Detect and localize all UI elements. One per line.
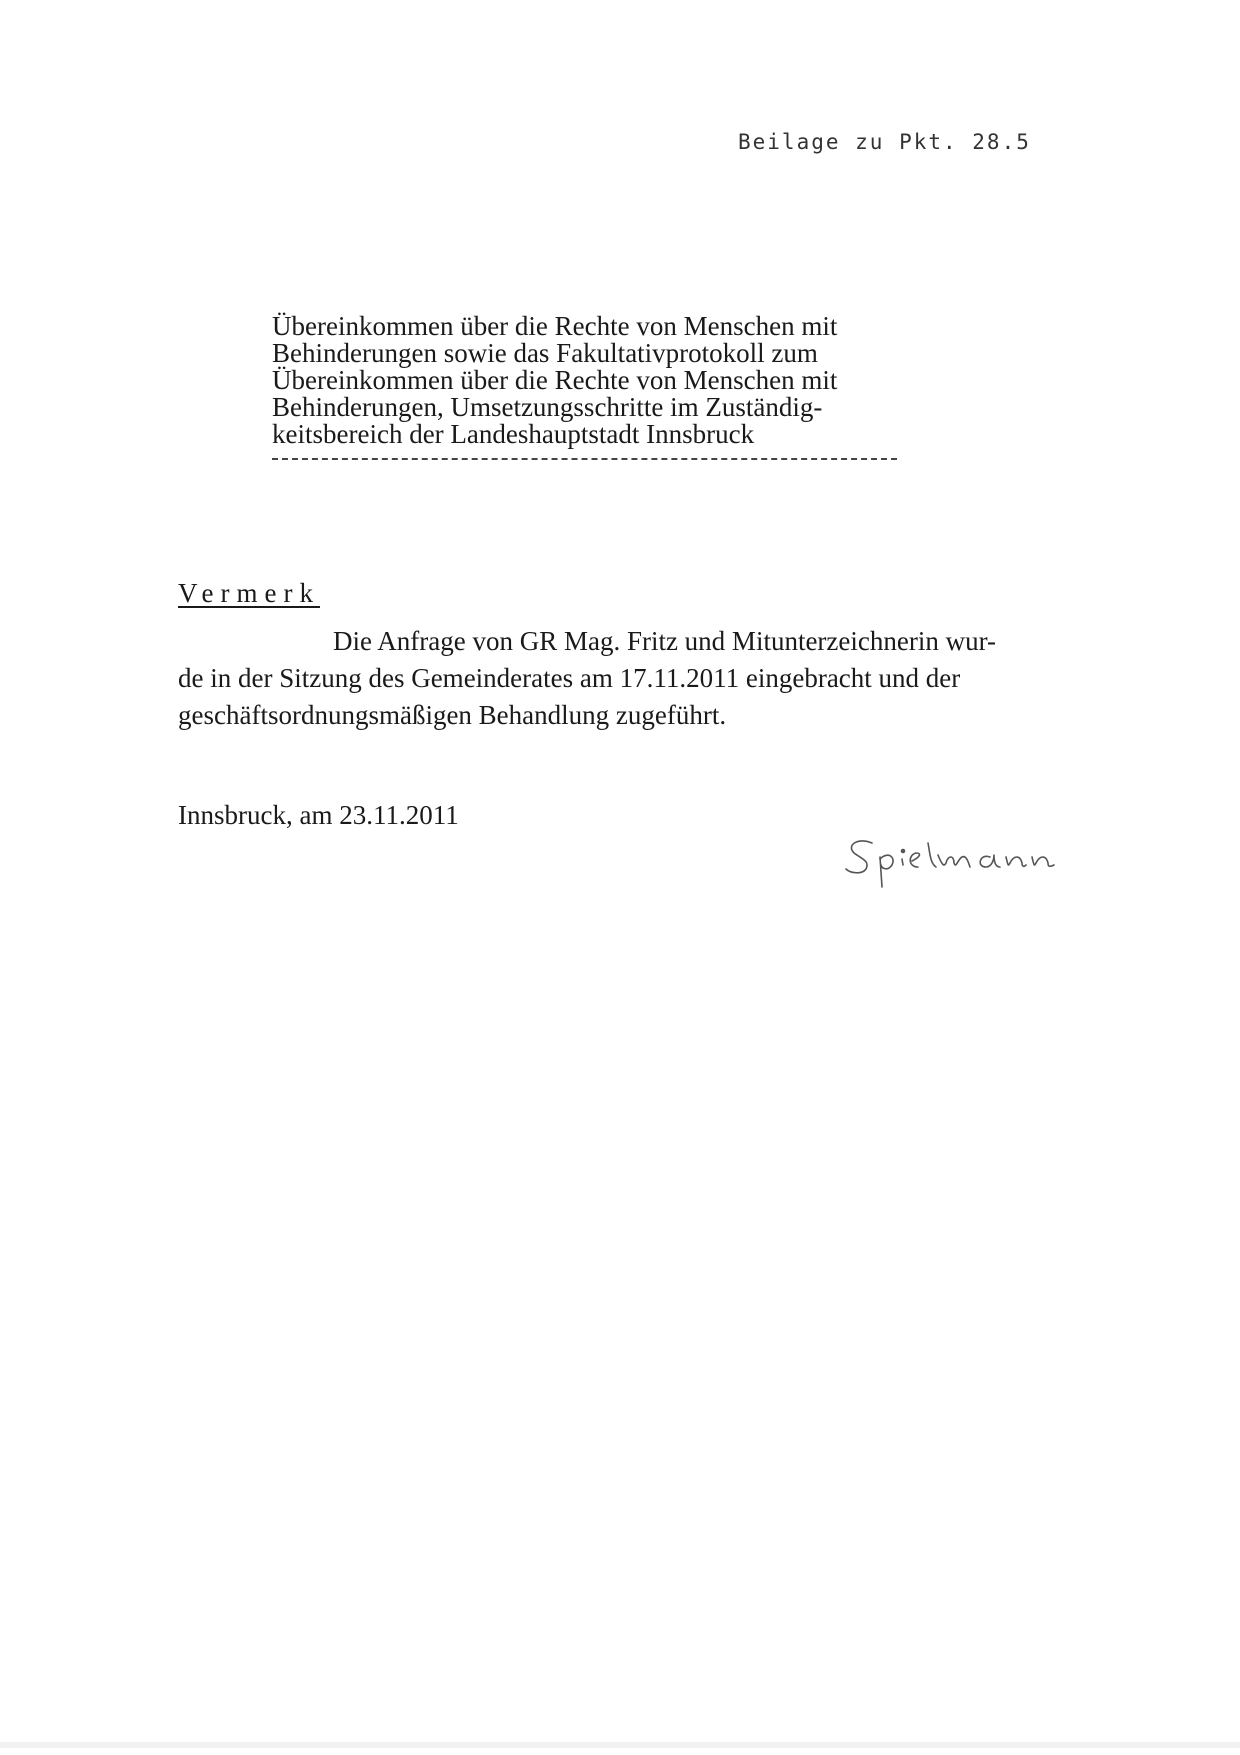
subject-line: Übereinkommen über die Rechte von Menschen mit [272,365,838,395]
note-line: geschäftsordnungsmäßigen Behandlung zugeführt. [178,700,727,730]
subject-line: Übereinkommen über die Rechte von Menschen mit [272,311,838,341]
place-and-date: Innsbruck, am 23.11.2011 [178,800,459,830]
subject-line: keitsbereich der Landeshauptstadt Innsbruck [272,419,755,449]
note-line: de in der Sitzung des Gemeinderates am 17.11.2011 eingebracht und der [178,663,961,693]
scan-bottom-edge [0,1742,1240,1748]
annex-reference: Beilage zu Pkt. 28.5 [738,130,1031,154]
note-body [178,623,1068,734]
document-subject [272,313,932,448]
subject-dashed-rule [272,458,897,460]
note-heading: Vermerk [178,578,320,608]
note-line: Die Anfrage von GR Mag. Fritz und Mitunterzeichnerin wur- [333,626,997,656]
handwritten-signature [840,835,1100,915]
subject-line: Behinderungen sowie das Fakultativprotokoll zum [272,338,818,368]
subject-line: Behinderungen, Umsetzungsschritte im Zuständig- [272,392,823,422]
signature-drawing [840,835,1100,915]
